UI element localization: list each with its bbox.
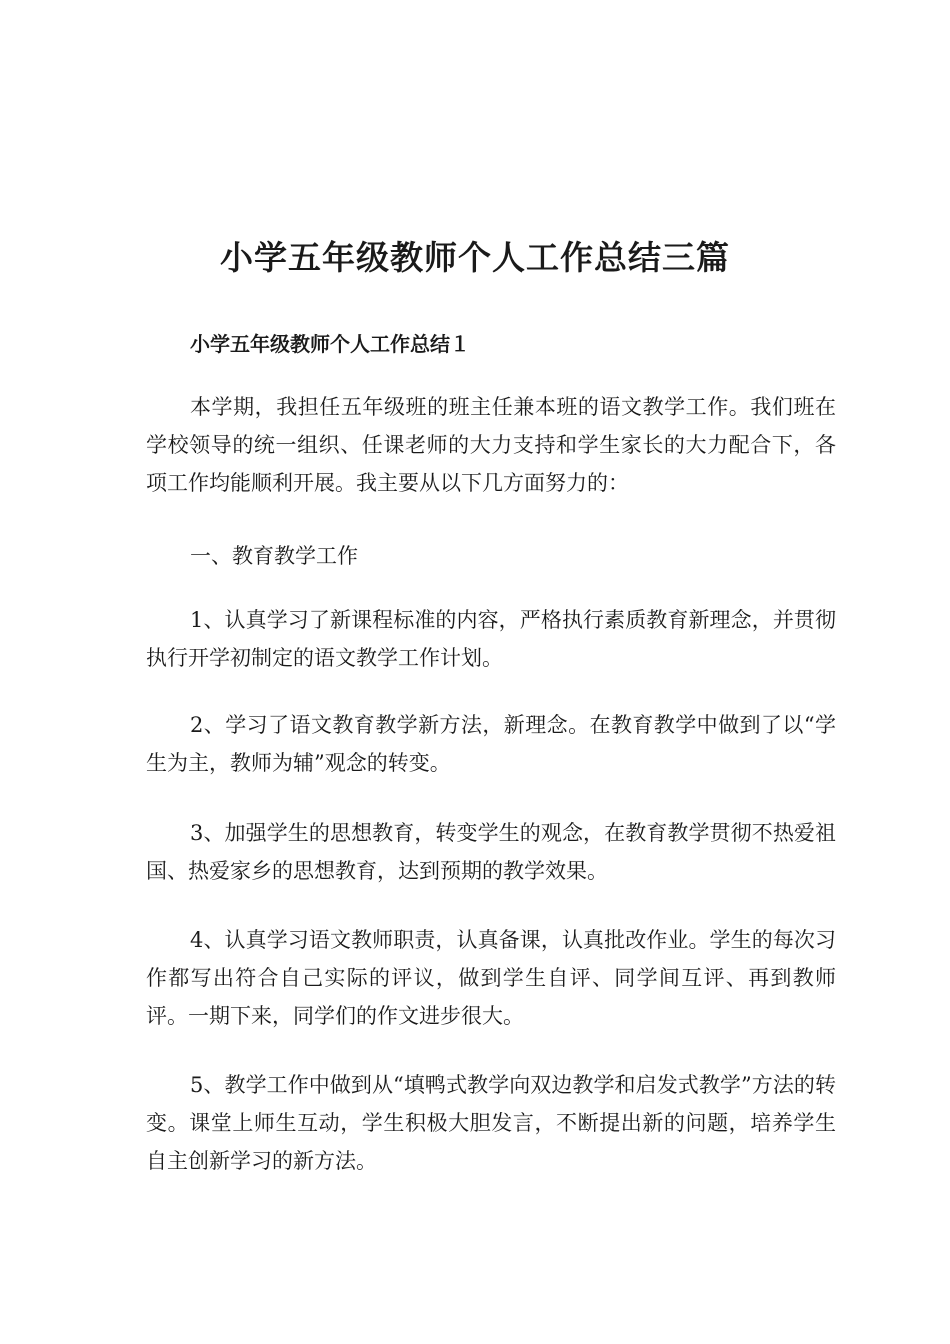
list-item: 2、学习了语文教育教学新方法，新理念。在教育教学中做到了以“学生为主，教师为辅”观念的转变。 <box>146 713 836 775</box>
document-title: 小学五年级教师个人工作总结三篇 <box>220 238 730 277</box>
section-heading: 小学五年级教师个人工作总结１ <box>190 332 470 356</box>
list-item: 3、加强学生的思想教育，转变学生的观念，在教育教学贯彻不热爱祖国、热爱家乡的思想教育，达到预期的教学效果。 <box>146 821 836 883</box>
intro-paragraph: 本学期，我担任五年级班的班主任兼本班的语文教学工作。我们班在学校领导的统一组织、任课老师的大力支持和学生家长的大力配合下，各项工作均能顺利开展。我主要从以下几方面努力的： <box>146 395 836 495</box>
subheading-paragraph: 一、教育教学工作 <box>190 544 358 568</box>
list-item: 5、教学工作中做到从“填鸭式教学向双边教学和启发式教学”方法的转变。课堂上师生互动，学生积极大胆发言，不断提出新的问题，培养学生自主创新学习的新方法。 <box>146 1073 836 1173</box>
list-item: 1、认真学习了新课程标准的内容，严格执行素质教育新理念，并贯彻执行开学初制定的语文教学工作计划。 <box>146 608 836 670</box>
list-item: 4、认真学习语文教师职责，认真备课，认真批改作业。学生的每次习作都写出符合自己实际的评议，做到学生自评、同学间互评、再到教师评。一期下来，同学们的作文进步很大。 <box>146 928 836 1028</box>
